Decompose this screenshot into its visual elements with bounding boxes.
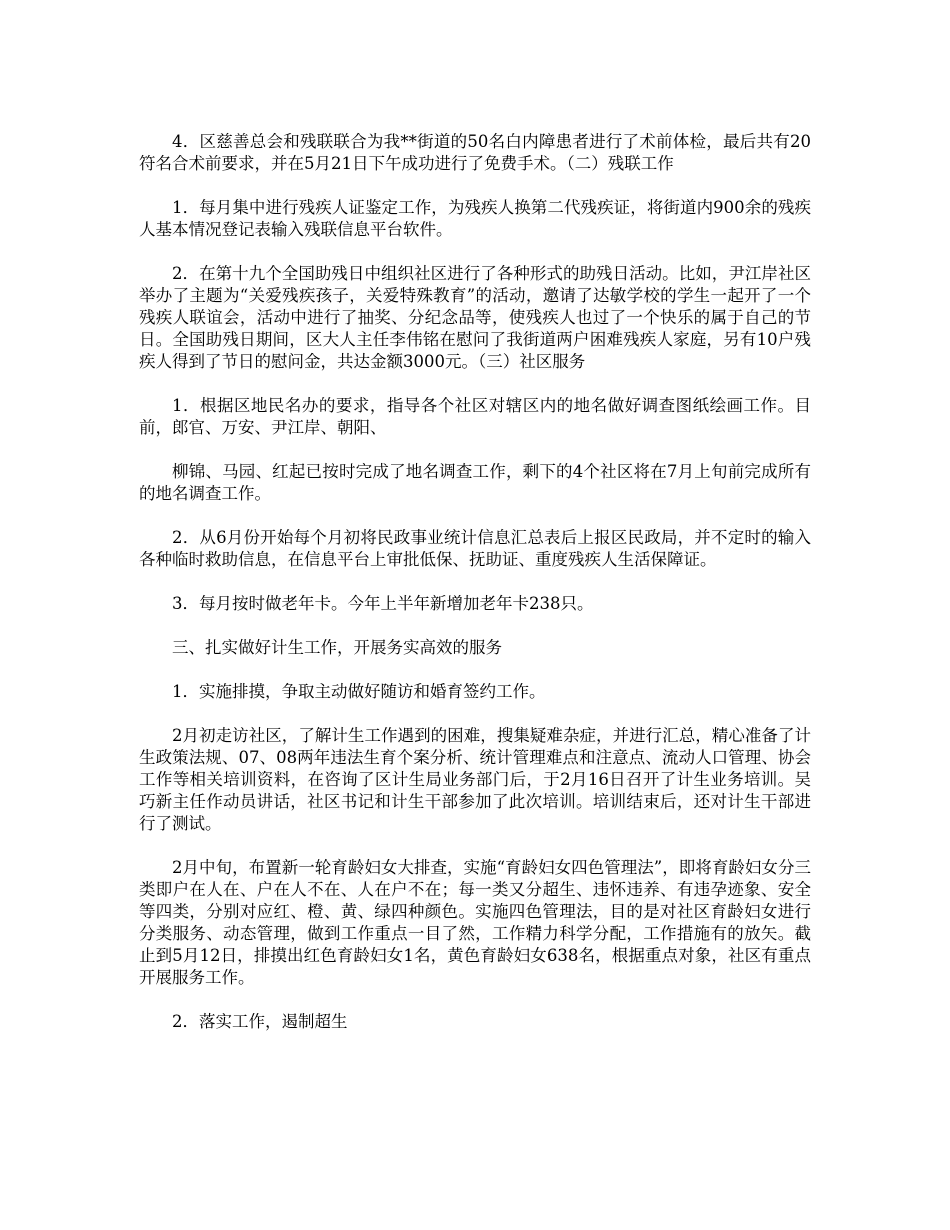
section-heading-3: 三、扎实做好计生工作，开展务实高效的服务 [172, 638, 502, 657]
paragraph-2: 1．每月集中进行残疾人证鉴定工作，为残疾人换第二代残疾证，将街道内900余的残疾人基本情况登记表输入残联信息平台软件。 [139, 198, 811, 239]
paragraph-12: 2．落实工作，遏制超生 [172, 1012, 348, 1031]
paragraph-7: 3．每月按时做老年卡。今年上半年新增加老年卡238只。 [172, 594, 594, 613]
paragraph-1: 4．区慈善总会和残联联合为我**街道的50名白内障患者进行了术前体检，最后共有20符名合术前要求，并在5月21日下午成功进行了免费手术。（二）残联工作 [139, 132, 811, 173]
paragraph-3: 2．在第十九个全国助残日中组织社区进行了各种形式的助残日活动。比如，尹江岸社区举办了主题为“关爱残疾孩子，关爱特殊教育”的活动，邀请了达敏学校的学生一起开了一个残疾人联谊会，活动中进行了抽奖、分纪念品等，使残疾人也过了一个快乐的属于自己的节日。全国助残日期间，区大人主任李伟铭在慰问了我街道两户困难残疾人家庭，另有10户残疾人得到了节日的慰问金，共达金额3000元。（三）社区服务 [139, 264, 811, 371]
paragraph-6: 2．从6月份开始每个月初将民政事业统计信息汇总表后上报区民政局，并不定时的输入各种临时救助信息，在信息平台上审批低保、抚助证、重度残疾人生活保障证。 [139, 528, 811, 569]
paragraph-11: 2月中旬，布置新一轮育龄妇女大排查，实施“育龄妇女四色管理法”，即将育龄妇女分三类即户在人在、户在人不在、人在户不在；每一类又分超生、违怀违养、有违孕迹象、安全等四类，分别对应红、橙、黄、绿四种颜色。实施四色管理法，目的是对社区育龄妇女进行分类服务、动态管理，做到工作重点一目了然，工作精力科学分配，工作措施有的放矢。截止到5月12日，排摸出红色育龄妇女1名，黄色育龄妇女638名，根据重点对象，社区有重点开展服务工作。 [139, 858, 811, 987]
paragraph-10: 2月初走访社区，了解计生工作遇到的困难，搜集疑难杂症，并进行汇总，精心准备了计生政策法规、07、08两年违法生育个案分析、统计管理难点和注意点、流动人口管理、协会工作等相关培训资料，在咨询了区计生局业务部门后，于2月16日召开了计生业务培训。吴巧新主任作动员讲话，社区书记和计生干部参加了此次培训。培训结束后，还对计生干部进行了测试。 [139, 726, 811, 833]
document-body [139, 131, 811, 1055]
paragraph-9: 1．实施排摸，争取主动做好随访和婚育签约工作。 [172, 682, 546, 701]
paragraph-5: 柳锦、马园、红起已按时完成了地名调查工作，剩下的4个社区将在7月上旬前完成所有的地名调查工作。 [139, 462, 811, 503]
paragraph-4: 1．根据区地民名办的要求，指导各个社区对辖区内的地名做好调查图纸绘画工作。目前，郎官、万安、尹江岸、朝阳、 [139, 396, 811, 437]
